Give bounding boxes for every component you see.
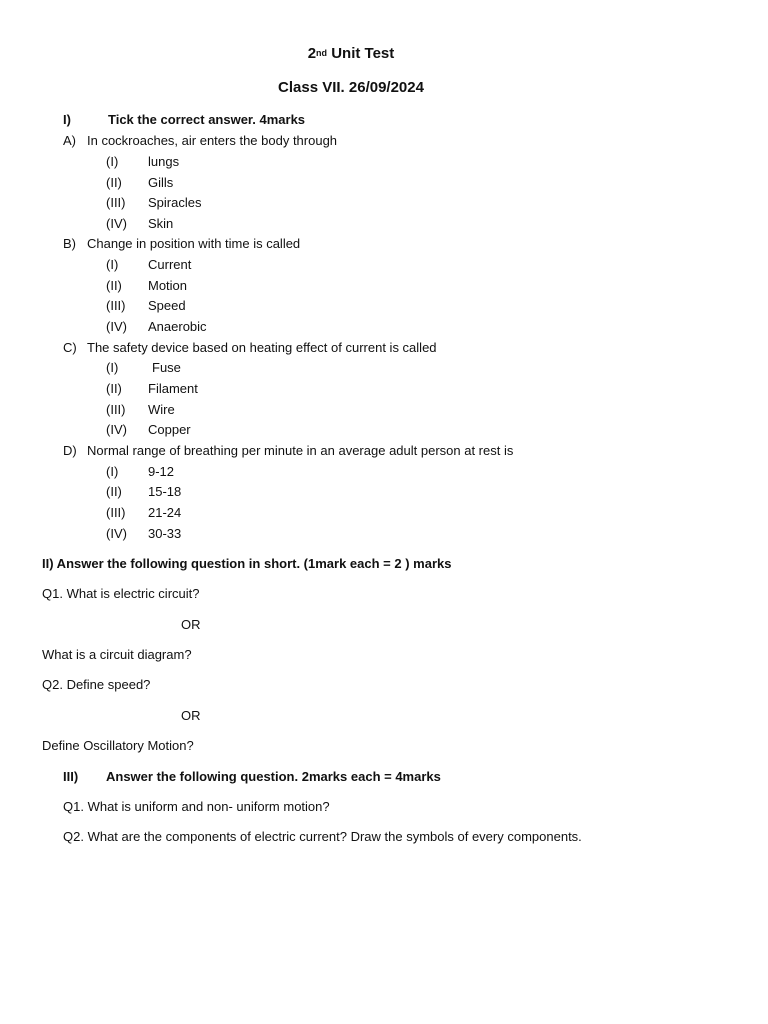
option-text: 9-12 bbox=[148, 464, 175, 479]
option-num: (IV) bbox=[106, 422, 127, 437]
option-num: (I) bbox=[106, 360, 119, 375]
title-number: 2 bbox=[307, 45, 317, 62]
section1-heading: Tick the correct answer. 4marks bbox=[108, 112, 306, 127]
section3-q1: Q1. What is uniform and non- uniform motion? bbox=[63, 799, 330, 814]
question-a-letter: A) bbox=[63, 133, 76, 148]
option-num: (II) bbox=[106, 381, 122, 396]
class-date-line: Class VII. 26/09/2024 bbox=[278, 79, 424, 96]
section2-heading: II) Answer the following question in short. (1mark each = 2 ) marks bbox=[42, 556, 452, 571]
option-num: (IV) bbox=[106, 319, 127, 334]
section2-q2: Q2. Define speed? bbox=[42, 677, 151, 692]
option-num: (IV) bbox=[106, 216, 127, 231]
option-text: Spiracles bbox=[148, 195, 202, 210]
section2-or-1: OR bbox=[181, 617, 201, 632]
section2-or-2: OR bbox=[181, 708, 201, 723]
option-num: (I) bbox=[106, 154, 119, 169]
question-d-letter: D) bbox=[63, 443, 77, 458]
option-text: Wire bbox=[148, 402, 175, 417]
option-text: 30-33 bbox=[148, 526, 182, 541]
option-num: (III) bbox=[106, 402, 126, 417]
question-c-letter: C) bbox=[63, 340, 77, 355]
option-num: (I) bbox=[106, 464, 119, 479]
question-d-text: Normal range of breathing per minute in an average adult person at rest is bbox=[87, 443, 514, 458]
option-text: Copper bbox=[148, 422, 191, 437]
section3-q2: Q2. What are the components of electric current? Draw the symbols of every components. bbox=[63, 829, 582, 844]
page-title bbox=[0, 45, 702, 63]
section2-q1-alt: What is a circuit diagram? bbox=[42, 647, 192, 662]
option-num: (III) bbox=[106, 298, 126, 313]
title-suffix: nd bbox=[316, 48, 328, 58]
option-num: (III) bbox=[106, 195, 126, 210]
option-text: Gills bbox=[148, 175, 174, 190]
option-text: Filament bbox=[148, 381, 198, 396]
option-text: Current bbox=[148, 257, 192, 272]
option-num: (II) bbox=[106, 175, 122, 190]
option-num: (II) bbox=[106, 484, 122, 499]
option-text: 21-24 bbox=[148, 505, 182, 520]
question-b-letter: B) bbox=[63, 236, 76, 251]
section2-q2-alt: Define Oscillatory Motion? bbox=[42, 738, 194, 753]
section2-q1: Q1. What is electric circuit? bbox=[42, 586, 200, 601]
option-text: Speed bbox=[148, 298, 186, 313]
option-text: Anaerobic bbox=[148, 319, 207, 334]
option-num: (I) bbox=[106, 257, 119, 272]
option-text: Motion bbox=[148, 278, 188, 293]
option-text: lungs bbox=[148, 154, 180, 169]
option-num: (II) bbox=[106, 278, 122, 293]
option-text: 15-18 bbox=[148, 484, 182, 499]
option-num: (III) bbox=[106, 505, 126, 520]
section1-number: I) bbox=[63, 112, 71, 127]
question-c-text: The safety device based on heating effect of current is called bbox=[87, 340, 437, 355]
option-text: Skin bbox=[148, 216, 174, 231]
title-text: Unit Test bbox=[327, 45, 395, 62]
option-num: (IV) bbox=[106, 526, 127, 541]
question-a-text: In cockroaches, air enters the body through bbox=[87, 133, 338, 148]
question-b-text: Change in position with time is called bbox=[87, 236, 301, 251]
section3-number: III) bbox=[63, 769, 79, 784]
section3-heading: Answer the following question. 2marks each = 4marks bbox=[106, 769, 441, 784]
option-text: Fuse bbox=[152, 360, 181, 375]
